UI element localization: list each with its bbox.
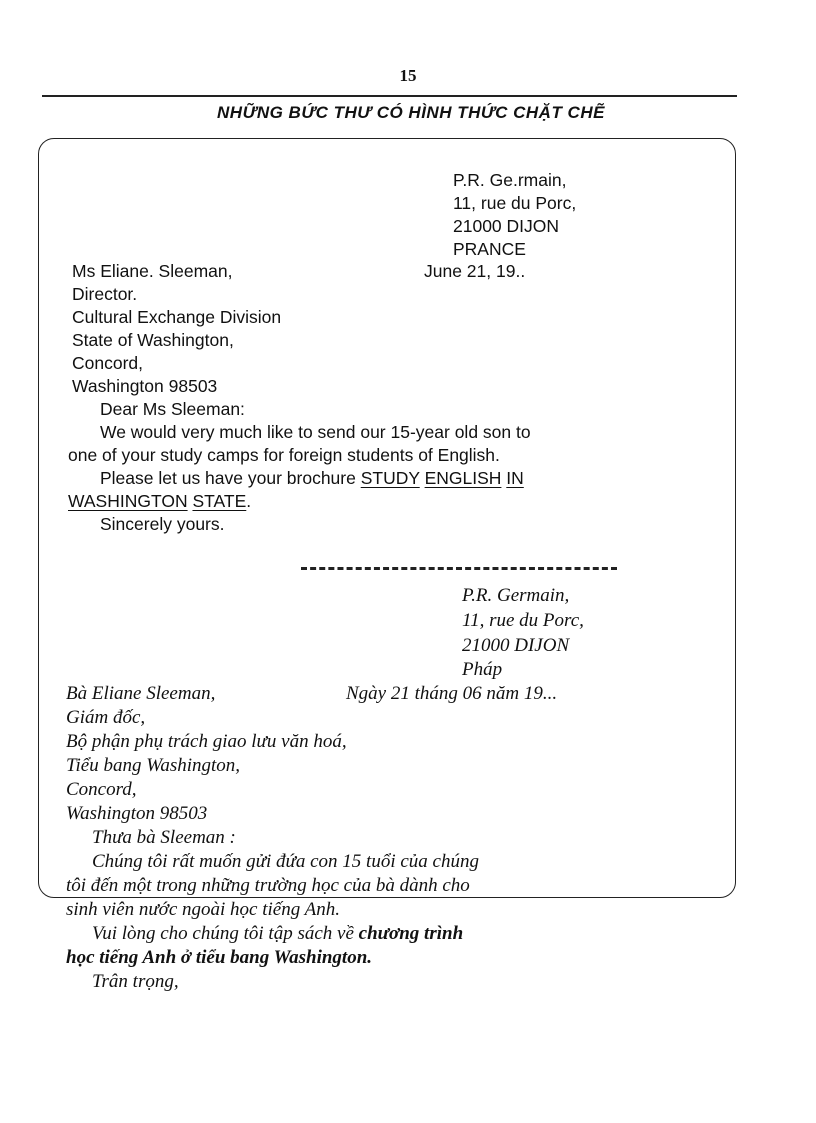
- body-text: Please let us have your brochure: [100, 468, 361, 488]
- recipient-title: Director.: [72, 284, 138, 304]
- sender-street: 11, rue du Porc,: [462, 610, 584, 631]
- recipient-department: Bộ phận phụ trách giao lưu văn hoá,: [66, 731, 347, 752]
- recipient-city: Concord,: [66, 779, 137, 800]
- body-line: học tiếng Anh ở tiểu bang Washington.: [66, 947, 373, 968]
- letter-date: June 21, 19..: [424, 261, 526, 281]
- recipient-city: Concord,: [72, 353, 144, 373]
- letter-date: Ngày 21 tháng 06 năm 19...: [346, 683, 558, 704]
- chapter-title: NHỮNG BỨC THƯ CÓ HÌNH THỨC CHẶT CHẼ: [217, 103, 605, 122]
- salutation: Dear Ms Sleeman:: [100, 399, 245, 419]
- closing: Sincerely yours.: [100, 514, 225, 534]
- body-text: .: [246, 491, 252, 511]
- body-line: sinh viên nước ngoài học tiếng Anh.: [66, 899, 340, 920]
- sender-city: 21000 DIJON: [462, 635, 570, 656]
- recipient-state: Tiểu bang Washington,: [66, 755, 241, 776]
- body-line: [92, 923, 463, 945]
- sender-name: P.R. Ge.rmain,: [453, 170, 567, 190]
- recipient-zip: Washington 98503: [66, 803, 208, 824]
- brochure-word: STUDY: [360, 468, 420, 488]
- brochure-word: WASHINGTON: [68, 491, 188, 511]
- body-line: [68, 491, 251, 512]
- body-line: one of your study camps for foreign students of English.: [68, 445, 500, 465]
- separator-dashes: [301, 567, 617, 570]
- sender-street: 11, rue du Porc,: [453, 193, 577, 213]
- body-line: tôi đến một trong những trường học của bà dành cho: [66, 875, 470, 896]
- brochure-word: STATE: [192, 491, 247, 511]
- sender-name: P.R. Germain,: [462, 585, 570, 606]
- brochure-word: ENGLISH: [424, 468, 502, 488]
- body-text: Vui lòng cho chúng tôi tập sách về: [92, 923, 359, 944]
- body-line: [100, 468, 524, 489]
- recipient-name: Bà Eliane Sleeman,: [66, 683, 216, 704]
- sender-country: PRANCE: [453, 239, 526, 259]
- recipient-name: Ms Eliane. Sleeman,: [72, 261, 233, 281]
- sender-city: 21000 DIJON: [453, 216, 560, 236]
- body-line: We would very much like to send our 15-year old son to: [100, 422, 531, 442]
- recipient-state: State of Washington,: [72, 330, 234, 350]
- recipient-title: Giám đốc,: [66, 707, 146, 728]
- sender-country: Pháp: [462, 659, 503, 680]
- recipient-department: Cultural Exchange Division: [72, 307, 282, 327]
- salutation: Thưa bà Sleeman :: [92, 827, 236, 848]
- closing: Trân trọng,: [92, 971, 179, 992]
- brochure-word: IN: [506, 468, 524, 488]
- page-number: 15: [399, 66, 417, 85]
- header-rule: [42, 95, 737, 97]
- body-text-bold: chương trình: [358, 923, 464, 944]
- recipient-zip: Washington 98503: [72, 376, 218, 396]
- body-line: Chúng tôi rất muốn gửi đứa con 15 tuổi của chúng: [92, 851, 479, 872]
